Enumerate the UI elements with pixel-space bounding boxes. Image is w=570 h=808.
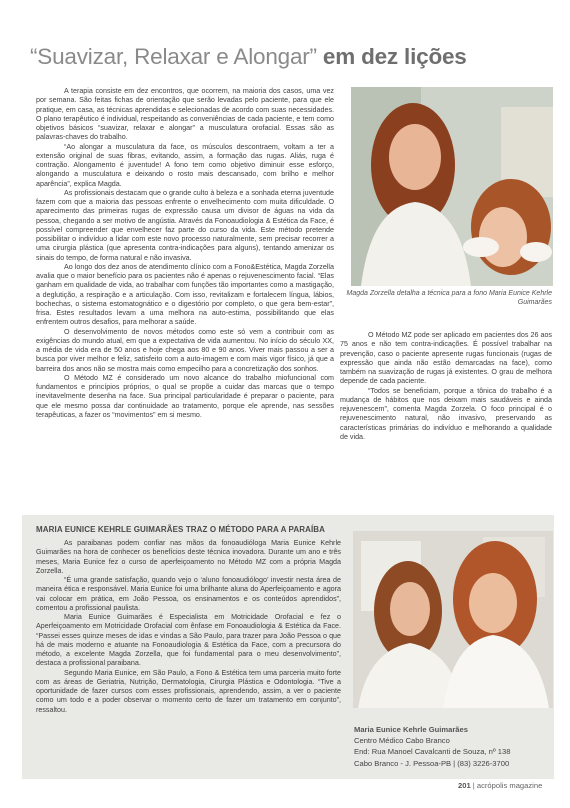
photo-magda-zorzella [351, 87, 553, 286]
box-column [36, 539, 341, 715]
right-column [340, 331, 552, 442]
paragraph: “Ao alongar a musculatura da face, os músculos descontraem, voltam a ter a extensão original de suas fibras, evitando, assim, a formação das rugas. Aliás, ruga é contração. Alongamento é juventude! A fono tem como objetivo diminuir esse esforço, alongando a musculatura e deixando o rosto mais descansado, com brilho e melhor aparência”, explica Magda. [36, 142, 334, 188]
paragraph: A terapia consiste em dez encontros, que ocorrem, na maioria dos casos, uma vez por semana. São feitas fichas de orientação que serão levadas pelo paciente, para que ele pratique, em casa, as técnicas aprendidas e selecionadas de acordo com suas necessidades. O plano terapêutico é individual, respeitando as conveniências de cada paciente, e tem como objetivos básicos “suavizar, relaxar e alongar” a musculatura orofacial. Essas são as palavras-chaves do trabalho. [36, 87, 334, 142]
paragraph: Ao longo dos dez anos de atendimento clínico com a Fono&Estética, Magda Zorzella avalia que o maior benefício para os pacientes não é apenas o rejuvenescimento facial. “Elas ganham em qualidade de vida, ao trabalhar com funções tão importantes como a mastigação, a deglutição, a respiração e a articulação. Com isso, revitalizam e fortalecem língua, lábios, bochechas, o sistema estomatognático e o digestório por completo, o que gera bem-estar”, frisa. Estes resultados levam a uma melhora na auto-estima, possibilitando que elas enfrentem outros desafios, para melhorar a saúde. [36, 262, 334, 327]
paragraph: “É uma grande satisfação, quando vejo o ‘aluno fonoaudiólogo’ investir nesta área de maneira ética e responsável. Maria Eunice foi uma brilhante aluna do Aperfeiçoamento e agora vai colocar em prática, em João Pessoa, os ensinamentos e os conteúdos aprendidos”, comentou a profissional paulista. [36, 576, 341, 612]
title-bold: em dez lições [322, 44, 467, 69]
paragraph: O Método MZ é considerado um novo alcance do trabalho miofuncional com fundamentos e princípios próprios, o qual se propõe a cuidar das marcas que o tempo inevitavelmente desenha na face. Sua principal particularidade é preparar o paciente, para que ele mesmo possa dar continuidade ao tratamento, porque ele aprende, nas sessões terapêuticas, a fazer os “movimentos” em si mesmo. [36, 373, 334, 419]
left-column [36, 87, 334, 420]
photo-illustration [351, 87, 553, 286]
paragraph: Segundo Maria Eunice, em São Paulo, a Fono & Estética tem uma parceria muito forte com as áreas de Geriatria, Nutrição, Dermatologia, Cirurgia Plástica e Odontologia. “Tive a oportunidade de fazer cursos com esses profissionais, aprendendo, assim, a ver o paciente como um todo e a poder observar o momento certo de fazer um tratamento em conjunto”, ressaltou. [36, 668, 341, 714]
contact-line: End: Rua Manoel Cavalcanti de Souza, nº 138 [354, 747, 511, 757]
paragraph: O desenvolvimento de novos métodos como este só vem a contribuir com as exigências do mundo atual, em que a expectativa de vida aumentou. No início do século XX, a média de vida era de 50 anos e hoje chega aos 80 e 90 anos. Viver mais passou a ser a busca por viver melhor e feliz, satisfeito com a auto-imagem e com mais vigor físico, já que a barreira dos anos não se mostra mais como empecilho para a concretização dos sonhos. [36, 327, 334, 373]
paragraph: “Todos se beneficiam, porque a tônica do trabalho é a mudança de hábitos que nos deixam mais saudáveis e ainda rejuvenescem”, comenta Magda Zorzela. O foco principal é o rejuvenescimento natural, não invasivo, preservando as características primárias do indivíduo e melhorando a qualidade de vida. [340, 386, 552, 441]
page-footer [458, 781, 542, 790]
box-title: MARIA EUNICE KEHRLE GUIMARÃES TRAZ O MÉTODO PARA A PARAÍBA [36, 525, 326, 534]
paragraph: As profissionais destacam que o grande culto à beleza e a sonhada eterna juventude fazem com que a maioria das pessoas enfrente o envelhecimento com muita dificuldade. O aparecimento das primeiras rugas de expressão causa um divisor de águas na vida da pessoa, chegando a ser motivo de angústia. Através da Fonoaudiologia & Estética da Face, é possível compreender que envelhecer faz parte do curso da vida. Este método pretende possibilitar o indivíduo a lidar com este novo processo naturalmente, sem precisar recorrer a uma cirurgia plástica (que apresenta contra-indicações para alguns), tentando amenizar os sinais do tempo, de forma natural e não invasiva. [36, 188, 334, 262]
paragraph: Maria Eunice Guimarães é Especialista em Motricidade Orofacial e fez o Aperfeiçoamento em Motricidade Orofacial com ênfase em Fonoaudiologia & Estética da Face. “Passei esses quinze meses de idas e vindas a São Paulo, para trazer para João Pessoa o que há de mais moderno e atuante na Fonoaudiologia & Estética da Face, com a precursora do método, a excelente Magda Zorzella, que foi fundamental para o meu desenvolvimento”, destaca a profissional paraibana. [36, 613, 341, 668]
contact-line: Centro Médico Cabo Branco [354, 736, 450, 746]
publication-name: | acrópolis magazine [472, 781, 543, 790]
contact-name: Maria Eunice Kehrle Guimarães [354, 725, 468, 734]
page-number: 201 [458, 781, 471, 790]
title-light: “Suavizar, Relaxar e Alongar” [30, 44, 317, 69]
paragraph: O Método MZ pode ser aplicado em pacientes dos 26 aos 75 anos e não tem contra-indicações. É possível trabalhar na prevenção, caso o paciente apresente rugas funcionais (rugas de expressão que ainda não estão demarcadas na face), como também na suavização de rugas já existentes. O grau de melhora depende de cada paciente. [340, 331, 552, 386]
photo-two-women [353, 531, 553, 708]
contact-line: Cabo Branco - J. Pessoa-PB | (83) 3226-3700 [354, 758, 510, 768]
photo-illustration [353, 531, 553, 708]
paragraph: As paraibanas podem confiar nas mãos da fonoaudióloga Maria Eunice Kehrle Guimarães na hora de conhecer os benefícios deste técnica inovadora. Durante um ano e três meses, Maria Eunice fez o curso de aperfeiçoamento no Método MZ com a própria Magda Zorzella. [36, 539, 341, 575]
contact-block [354, 724, 554, 769]
photo-caption: Magda Zorzella detalha a técnica para a fono Maria Eunice Kehrle Guimarães [346, 290, 552, 306]
article-title [30, 44, 550, 70]
